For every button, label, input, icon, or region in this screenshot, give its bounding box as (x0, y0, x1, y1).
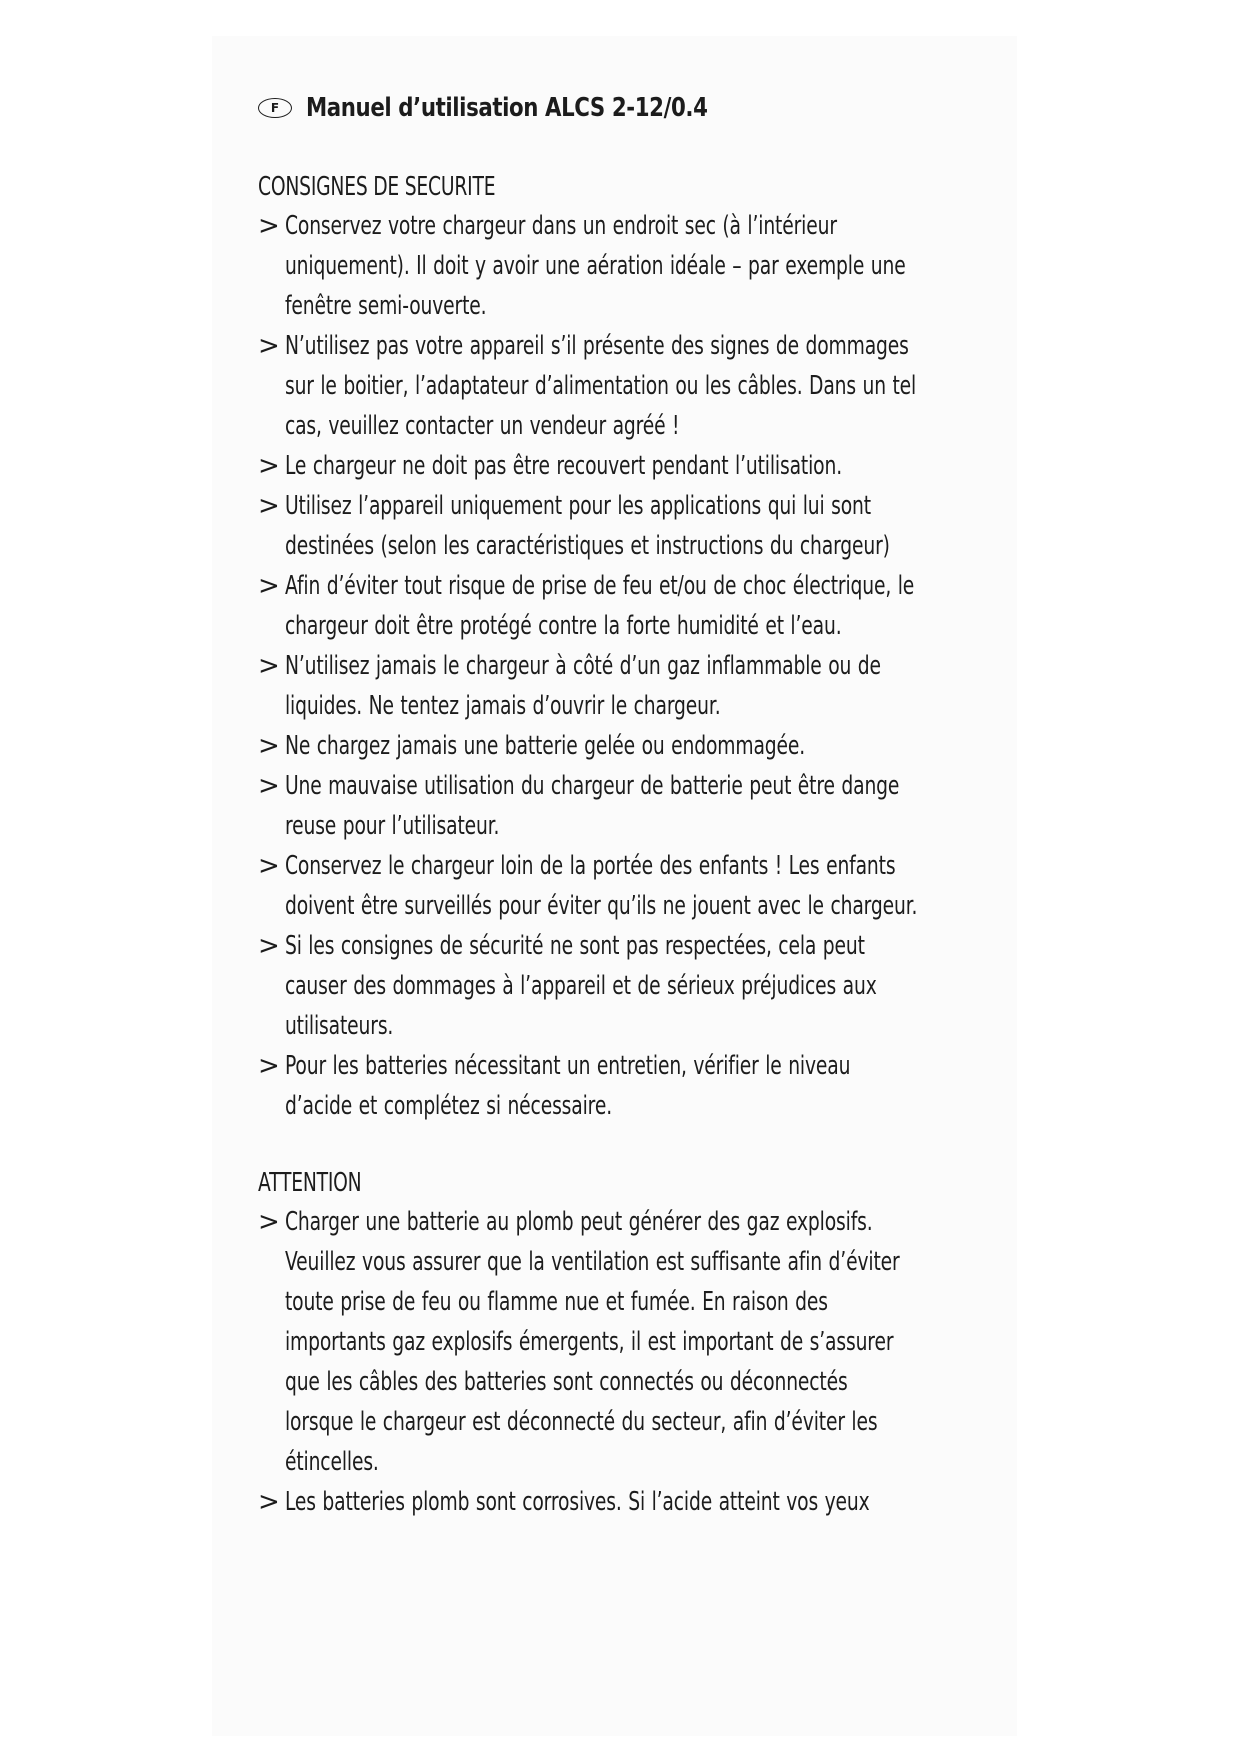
bullet-marker: > (258, 651, 280, 681)
list-item (258, 486, 998, 566)
page-title: Manuel d’utilisation ALCS 2-12/0.4 (306, 93, 708, 123)
list-item-text: Charger une batterie au plomb peut générer des gaz explosifs. Veuillez vous assurer que la ventilation est suffisante afin d’éviter toute prise de feu ou flamme nue et fumée. En raison des importants gaz explosifs émergents, il est important de s’assurer que les câbles des batteries sont connectés ou déconnectés lorsque le chargeur est déconnecté du secteur, afin d’éviter les étincelles. (284, 1207, 900, 1477)
bullet-marker: > (258, 571, 280, 601)
document-content (258, 88, 998, 1522)
list-item-text: Afin d’éviter tout risque de prise de feu et/ou de choc électrique, le chargeur doit être protégé contre la forte humidité et l’eau. (284, 571, 915, 641)
list-item-text: Ne chargez jamais une batterie gelée ou endommagée. (284, 731, 806, 761)
list-item-text: Utilisez l’appareil uniquement pour les applications qui lui sont destinées (selon les caractéristiques et instructions du chargeur) (284, 491, 890, 561)
safety-heading: CONSIGNES DE SECURITE (258, 172, 496, 202)
safety-list (258, 206, 998, 1126)
list-item (258, 1046, 998, 1126)
bullet-marker: > (258, 771, 280, 801)
list-item (258, 206, 998, 326)
list-item-text: Le chargeur ne doit pas être recouvert pendant l’utilisation. (284, 451, 843, 481)
bullet-marker: > (258, 491, 280, 521)
list-item (258, 566, 998, 646)
list-item (258, 926, 998, 1046)
attention-heading: ATTENTION (258, 1168, 362, 1198)
list-item-text: Pour les batteries nécessitant un entretien, vérifier le niveau d’acide et complétez si nécessaire. (284, 1051, 851, 1121)
bullet-marker: > (258, 1051, 280, 1081)
list-item-text: Conservez votre chargeur dans un endroit sec (à l’intérieur uniquement). Il doit y avoir une aération idéale – par exemple une fenêtre semi-ouverte. (284, 211, 906, 321)
bullet-marker: > (258, 1207, 280, 1237)
list-item (258, 326, 998, 446)
attention-list (258, 1202, 998, 1522)
list-item-text: Une mauvaise utilisation du chargeur de batterie peut être dange reuse pour l’utilisateur. (284, 771, 900, 841)
list-item-text: Si les consignes de sécurité ne sont pas respectées, cela peut causer des dommages à l’appareil et de sérieux préjudices aux utilisateurs. (284, 931, 877, 1041)
list-item (258, 846, 998, 926)
list-item (258, 726, 998, 766)
bullet-marker: > (258, 1487, 280, 1517)
bullet-marker: > (258, 451, 280, 481)
list-item (258, 1482, 998, 1522)
list-item-text: Conservez le chargeur loin de la portée des enfants ! Les enfants doivent être surveillés pour éviter qu’ils ne jouent avec le chargeur. (284, 851, 918, 921)
list-item (258, 766, 998, 846)
bullet-marker: > (258, 931, 280, 961)
list-item-text: Les batteries plomb sont corrosives. Si l’acide atteint vos yeux (284, 1487, 870, 1517)
list-item (258, 646, 998, 726)
list-item-text: N’utilisez pas votre appareil s’il présente des signes de dommages sur le boitier, l’adaptateur d’alimentation ou les câbles. Dans un tel cas, veuillez contacter un vendeur agréé ! (284, 331, 917, 441)
title-row (258, 88, 998, 128)
bullet-marker: > (258, 731, 280, 761)
list-item-text: N’utilisez jamais le chargeur à côté d’un gaz inflammable ou de liquides. Ne tentez jamais d’ouvrir le chargeur. (284, 651, 881, 721)
list-item (258, 446, 998, 486)
bullet-marker: > (258, 851, 280, 881)
bullet-marker: > (258, 331, 280, 361)
language-badge: F (258, 98, 292, 118)
list-item (258, 1202, 998, 1482)
bullet-marker: > (258, 211, 280, 241)
